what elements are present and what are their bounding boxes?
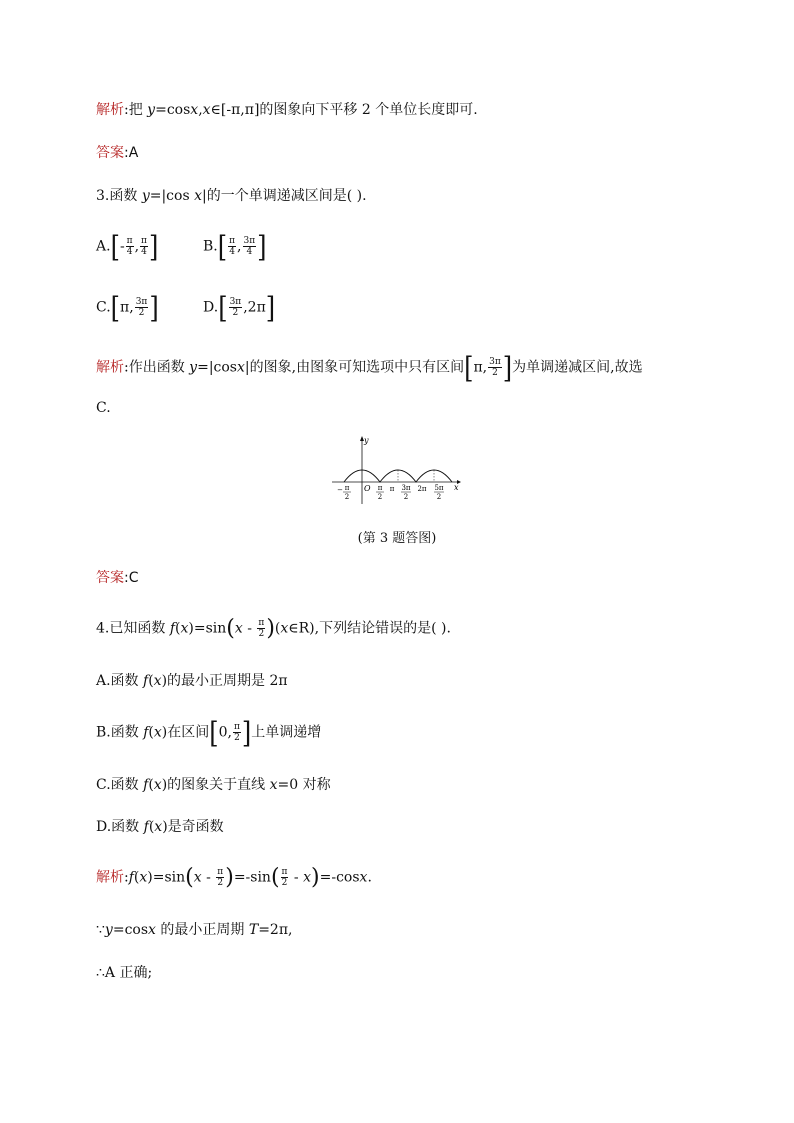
answer-line-1: 答案:A [96, 145, 139, 161]
answer-line-2: 答案:C [96, 570, 139, 586]
question-4-option-c: C.函数 f(x)的图象关于直线 x=0 对称 [96, 777, 331, 793]
question-4-option-a: A.函数 f(x)的最小正周期是 2π [96, 673, 288, 689]
question-3-stem: 3.函数 y=|cos x|的一个单调递减区间是( ). [96, 188, 367, 204]
question-4-option-b: B.函数 f(x)在区间[0, $\frac{\pi}{2}$ ]上单调递增 [96, 715, 322, 750]
explanation-line-2: 解析:作出函数 y=|cosx|的图象,由图象可知选项中只有区间[π, $\frac{3\pi}{2}$ ]为单调递减区间,故选 [96, 350, 643, 385]
tick-5pi-2-den: 2 [436, 493, 442, 501]
origin-label: O [364, 484, 371, 493]
tick-neg-pi-2-num: π [344, 484, 350, 492]
tick-pi-2-num: π [377, 484, 383, 492]
tick-labels [337, 484, 444, 501]
explanation-label: 解析 [96, 869, 124, 886]
question-4-option-d: D.函数 f(x)是奇函数 [96, 819, 224, 835]
cosine-abs-graph [330, 432, 465, 507]
dashed-guides [398, 470, 434, 482]
tick-5pi-2-num: 5π [434, 484, 444, 492]
y-axis-label: y [364, 436, 369, 445]
answer-label: 答案 [96, 145, 124, 161]
tick-2pi: 2π [417, 485, 427, 493]
answer-label: 答案 [96, 570, 124, 586]
x-axis-label: x [454, 483, 459, 492]
question-3-option-d: D.[ $\frac{3\pi}{2}$ ,2π] [203, 290, 276, 325]
question-3-option-b: B.[ $\frac{\pi}{4}$ , $\frac{3\pi}{4}$ ] [203, 229, 267, 264]
explanation-label: 解析 [96, 359, 124, 376]
tick-3pi-2-num: 3π [401, 484, 411, 492]
tick-neg-pi-2-den: 2 [344, 493, 350, 501]
explanation-line-3: 解析:f(x)=sin(x - $\frac{\pi}{2}$ )=-sin( $\frac{\pi}{2}$ - x)=-cosx. [96, 864, 372, 890]
tick-3pi-2-den: 2 [403, 493, 409, 501]
explanation-line-1: 解析:把 y=cosx,x∈[-π,π]的图象向下平移 2 个单位长度即可. [96, 102, 478, 118]
explanation-line-5: ∴A 正确; [96, 965, 153, 981]
question-3-option-c: C.[π, $\frac{3\pi}{2}$ ] [96, 290, 159, 325]
question-3-option-a: A.[- $\frac{\pi}{4}$ , $\frac{\pi}{4}$ ] [96, 229, 159, 264]
figure-caption: (第 3 题答图) [357, 531, 437, 546]
explanation-label: 解析 [96, 102, 124, 118]
question-4-stem: 4.已知函数 f(x)=sin(x - $\frac{\pi}{2}$ )(x∈R),下列结论错误的是( ). [96, 615, 451, 641]
svg-text:−: − [337, 486, 343, 494]
tick-pi-2-den: 2 [377, 493, 383, 501]
tick-pi: π [389, 485, 395, 493]
explanation-line-4: ∵y=cosx 的最小正周期 T=2π, [96, 922, 293, 938]
explanation-line-2-cont: C. [96, 400, 111, 416]
